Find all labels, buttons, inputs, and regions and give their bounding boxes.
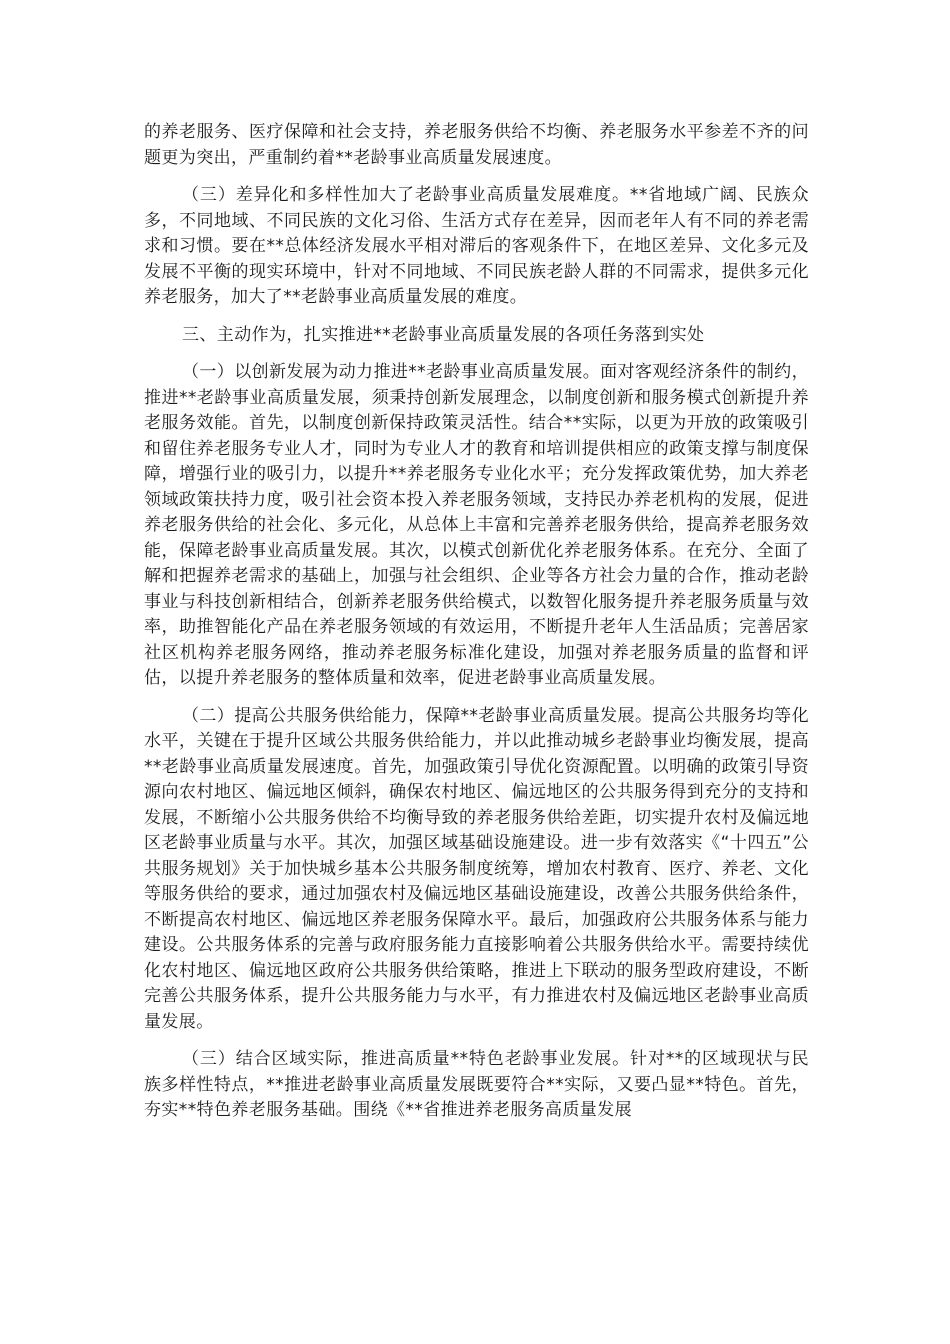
paragraph-continuation: 的养老服务、医疗保障和社会支持，养老服务供给不均衡、养老服务水平参差不齐的问题更为突出，严重制约着**老龄事业高质量发展速度。 xyxy=(144,122,809,168)
paragraph-diversity-difficulty: （三）差异化和多样性加大了老龄事业高质量发展难度。**省地域广阔、民族众多，不同地域、不同民族的文化习俗、生活方式存在差异，因而老年人有不同的养老需求和习惯。要在**总体经济发展水平相对滞后的客观条件下，在地区差异、文化多元及发展不平衡的现实环境中，针对不同地域、不同民族老龄人群的不同需求，提供多元化养老服务，加大了**老龄事业高质量发展的难度。 xyxy=(144,185,809,307)
document-body xyxy=(144,120,809,1136)
section-heading-three: 三、主动作为，扎实推进**老龄事业高质量发展的各项任务落到实处 xyxy=(182,324,705,345)
paragraph-regional-characteristics: （三）结合区域实际，推进高质量**特色老龄事业发展。针对**的区域现状与民族多样性特点，**推进老龄事业高质量发展既要符合**实际，又要凸显**特色。首先，夯实**特色养老服务基础。围绕《**省推进养老服务高质量发展 xyxy=(144,1049,809,1120)
paragraph-public-service: （二）提高公共服务供给能力，保障**老龄事业高质量发展。提高公共服务均等化水平，关键在于提升区域公共服务供给能力，并以此推动城乡老龄事业均衡发展，提高**老龄事业高质量发展速度。首先，加强政策引导优化资源配置。以明确的政策引导资源向农村地区、偏远地区倾斜，确保农村地区、偏远地区的公共服务得到充分的支持和发展，不断缩小公共服务供给不均衡导致的养老服务供给差距，切实提升农村及偏远地区老龄事业质量与水平。其次，加强区域基础设施建设。进一步有效落实《“十四五”公共服务规划》关于加快城乡基本公共服务制度统筹，增加农村教育、医疗、养老、文化等服务供给的要求，通过加强农村及偏远地区基础设施建设，改善公共服务供给条件，不断提高农村地区、偏远地区养老服务保障水平。最后，加强政府公共服务体系与能力建设。公共服务体系的完善与政府服务能力直接影响着公共服务供给水平。需要持续优化农村地区、偏远地区政府公共服务供给策略，推进上下联动的服务型政府建设，不断完善公共服务体系，提升公共服务能力与水平，有力推进农村及偏远地区老龄事业高质量发展。 xyxy=(144,705,809,1032)
paragraph-innovation: （一）以创新发展为动力推进**老龄事业高质量发展。面对客观经济条件的制约，推进**老龄事业高质量发展，须秉持创新发展理念，以制度创新和服务模式创新提升养老服务效能。首先，以制度创新保持政策灵活性。结合**实际，以更为开放的政策吸引和留住养老服务专业人才，同时为专业人才的教育和培训提供相应的政策支撑与制度保障，增强行业的吸引力，以提升**养老服务专业化水平；充分发挥政策优势，加大养老领域政策扶持力度，吸引社会资本投入养老服务领域，支持民办养老机构的发展，促进养老服务供给的社会化、多元化，从总体上丰富和完善养老服务供给，提高养老服务效能，保障老龄事业高质量发展。其次，以模式创新优化养老服务体系。在充分、全面了解和把握养老需求的基础上，加强与社会组织、企业等各方社会力量的合作，推动老龄事业与科技创新相结合，创新养老服务供给模式，以数智化服务提升养老服务质量与效率，助推智能化产品在养老服务领域的有效运用，不断提升老年人生活品质；完善居家社区机构养老服务网络，推动养老服务标准化建设，加强对养老服务质量的监督和评估，以提升养老服务的整体质量和效率，促进老龄事业高质量发展。 xyxy=(144,362,809,688)
